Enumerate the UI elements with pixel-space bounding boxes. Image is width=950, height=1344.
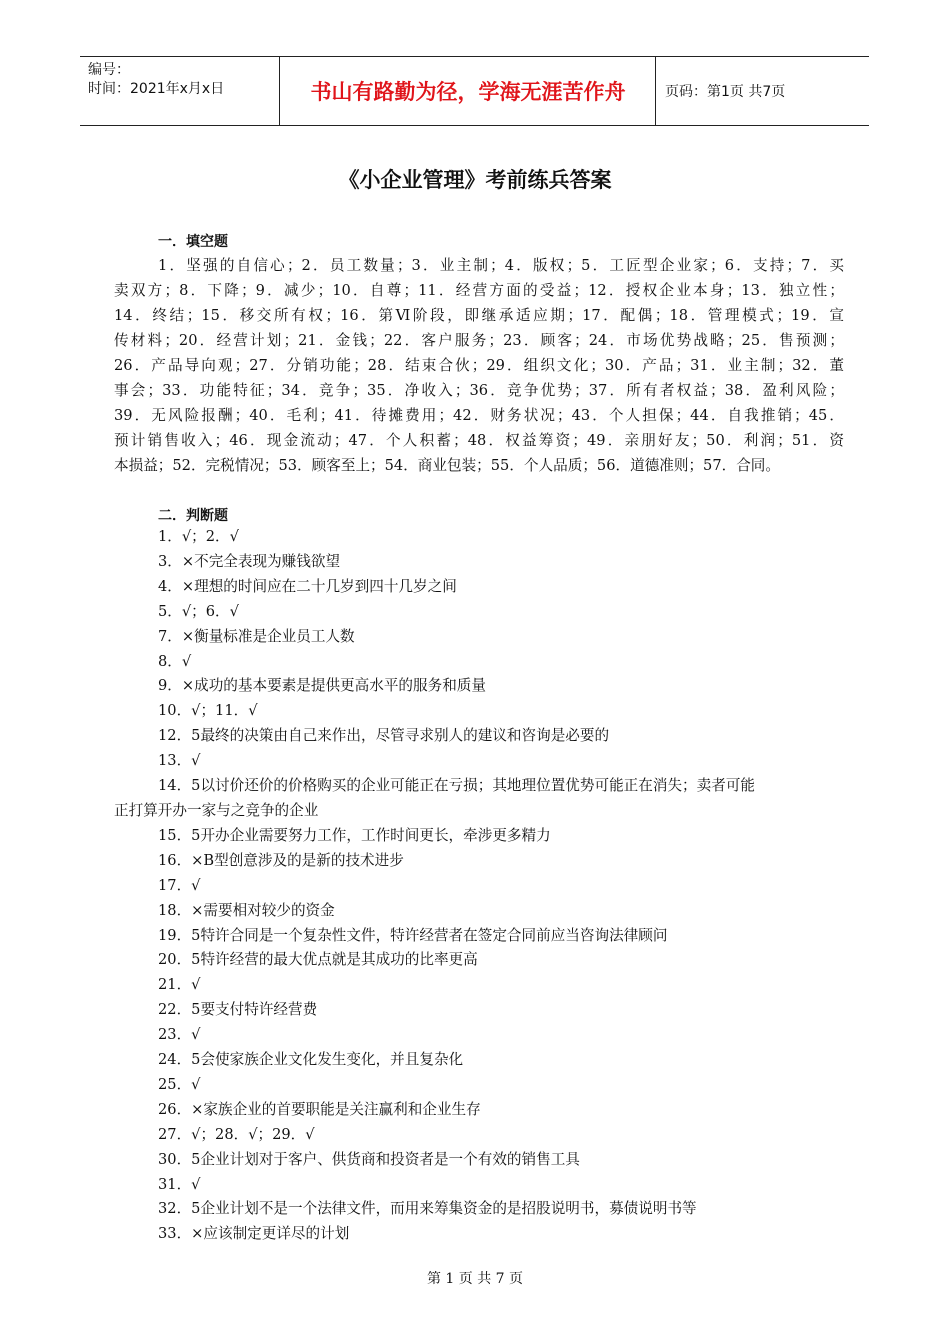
answer-line: 26．产品导向观；27．分销功能；28．结束合伙；29．组织文化；30．产品；31．业主制；32．董: [114, 357, 844, 374]
answer-item: 19．5特许合同是一个复杂性文件，特许经营者在签定合同前应当咨询法律顾问: [158, 926, 668, 944]
answer-item: 31．√: [158, 1175, 201, 1193]
answer-item: 15．5开办企业需要努力工作，工作时间更长，牵涉更多精力: [158, 826, 551, 844]
header-meta-cell: [80, 57, 280, 125]
answer-item: 30．5企业计划对于客户、供货商和投资者是一个有效的销售工具: [158, 1150, 580, 1168]
answer-item: 12．5最终的决策由自己来作出，尽管寻求别人的建议和咨询是必要的: [158, 727, 610, 745]
answer-item: 20．5特许经营的最大优点就是其成功的比率更高: [158, 951, 478, 969]
answer-item: 9．×成功的基本要素是提供更高水平的服务和质量: [158, 677, 486, 695]
answer-item: 33．×应该制定更详尽的计划: [158, 1225, 350, 1243]
answer-line: 卖双方；8．下降；9．减少；10．自尊；11．经营方面的受益；12．授权企业本身；13．独立性；: [114, 282, 844, 299]
answer-item: 25．√: [158, 1075, 201, 1093]
answer-item: 13．√: [158, 752, 201, 770]
answer-item: 26．×家族企业的首要职能是关注赢利和企业生存: [158, 1100, 481, 1118]
answer-item: 21．√: [158, 976, 201, 994]
answer-item: 8．√: [158, 652, 192, 670]
document-date-label: 时间：2021年x月x日: [88, 81, 225, 97]
answer-item: 4．×理想的时间应在二十几岁到四十几岁之间: [158, 577, 457, 595]
answer-line: 预计销售收入；46．现金流动；47．个人积蓄；48．权益筹资；49．亲朋好友；50．利润；51．资: [114, 432, 844, 449]
section-heading-fill-in: 一．填空题: [158, 234, 228, 250]
answer-line: 39．无风险报酬；40．毛利；41．待摊费用；42．财务状况；43．个人担保；44．自我推销；45．: [114, 407, 844, 424]
section-heading-true-false: 二．判断题: [158, 508, 228, 524]
document-title: 《小企业管理》考前练兵答案: [338, 168, 612, 192]
answer-item: 14．5以讨价还价的价格购买的企业可能正在亏损；其地理位置优势可能正在消失；卖者可能: [158, 777, 756, 795]
true-false-answers: [114, 525, 854, 1247]
answer-item: 10．√；11．√: [158, 702, 258, 720]
header-page-label: 页码：第1页 共7页: [665, 84, 786, 100]
answer-item: 7．×衡量标准是企业员工人数: [158, 627, 355, 645]
answer-line: 1．坚强的自信心；2．员工数量；3．业主制；4．版权；5．工匠型企业家；6．支持；7．买: [158, 257, 844, 274]
answer-item: 17．√: [158, 876, 201, 894]
document-number-label: 编号：: [88, 62, 130, 78]
answer-item: 1．√；2．√: [158, 528, 239, 545]
page-footer: 第 1 页 共 7 页: [426, 1271, 524, 1287]
answer-item: 16．×B型创意涉及的是新的技术进步: [158, 851, 404, 869]
header-motto: 书山有路勤为径，学海无涯苦作舟: [281, 57, 656, 125]
header-table: [80, 56, 869, 126]
answer-item-continuation: 正打算开办一家与之竞争的企业: [114, 801, 319, 819]
answer-line: 传材料；20．经营计划；21．金钱；22．客户服务；23．顾客；24．市场优势战略；25．售预测；: [114, 332, 844, 349]
answer-item: 5．√；6．√: [158, 602, 239, 620]
answer-line: 事会；33．功能特征；34．竞争；35．净收入；36．竞争优势；37．所有者权益；38．盈利风险；: [114, 382, 844, 399]
answer-item: 18．×需要相对较少的资金: [158, 901, 335, 919]
answer-item: 22．5要支付特许经营费: [158, 1001, 318, 1019]
answer-item: 27．√；28．√；29．√: [158, 1125, 315, 1143]
answer-item: 32．5企业计划不是一个法律文件，而用来筹集资金的是招股说明书，募债说明书等: [158, 1200, 697, 1218]
answer-item: 23．√: [158, 1026, 201, 1044]
answer-line: 14．终结；15．移交所有权；16．第Ⅵ阶段，即继承适应期；17．配偶；18．管理模式；19．宣: [114, 307, 844, 324]
fill-in-answers: [114, 253, 844, 478]
answer-line: 本损益；52．完税情况；53．顾客至上；54．商业包装；55．个人品质；56．道德准则；57．合同。: [114, 457, 780, 474]
answer-item: 3．×不完全表现为赚钱欲望: [158, 552, 341, 570]
answer-item: 24．5会使家族企业文化发生变化，并且复杂化: [158, 1051, 464, 1069]
